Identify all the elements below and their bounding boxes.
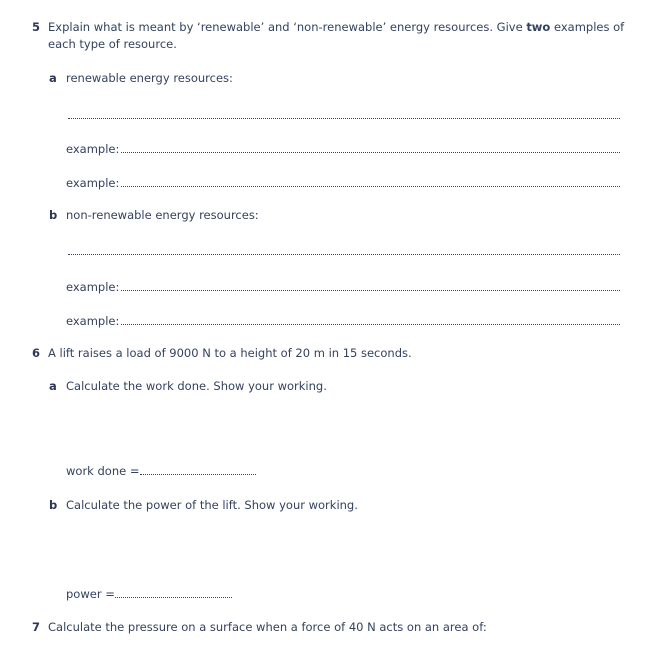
question-5-text-line1	[48, 20, 624, 34]
example-label: example:	[66, 280, 120, 294]
part-b-text: non-renewable energy resources:	[66, 208, 259, 222]
example-label: example:	[66, 314, 120, 328]
work-done-label: work done =	[66, 464, 140, 478]
part-b-letter: b	[49, 208, 58, 222]
question-5-bold-word: two	[526, 20, 551, 34]
work-done-answer-line[interactable]	[140, 474, 256, 475]
example-label: example:	[66, 142, 120, 156]
example-label: example:	[66, 176, 120, 190]
question-5-text-part: examples of	[550, 20, 625, 34]
part-a-text: Calculate the work done. Show your working.	[66, 379, 327, 393]
question-number-5: 5	[32, 20, 41, 34]
question-5-text-line2: each type of resource.	[48, 37, 177, 51]
question-6-text: A lift raises a load of 9000 N to a height of 20 m in 15 seconds.	[48, 346, 412, 360]
question-number-7: 7	[32, 620, 41, 634]
question-7-text: Calculate the pressure on a surface when a force of 40 N acts on an area of:	[48, 620, 487, 634]
power-label: power =	[66, 587, 115, 601]
answer-line-renewable-example-2[interactable]	[121, 186, 620, 187]
answer-line-nonrenewable-definition[interactable]	[68, 254, 620, 255]
question-number-6: 6	[32, 346, 41, 360]
part-a-text: renewable energy resources:	[66, 71, 233, 85]
part-a-letter: a	[49, 379, 57, 393]
power-answer-line[interactable]	[115, 597, 232, 598]
answer-line-renewable-example-1[interactable]	[121, 152, 620, 153]
answer-line-nonrenewable-example-2[interactable]	[121, 324, 620, 325]
part-b-letter: b	[49, 498, 58, 512]
part-b-text: Calculate the power of the lift. Show your working.	[66, 498, 358, 512]
part-a-letter: a	[49, 71, 57, 85]
answer-line-renewable-definition[interactable]	[68, 118, 620, 119]
answer-line-nonrenewable-example-1[interactable]	[121, 290, 620, 291]
question-5-text-part: Explain what is meant by ‘renewable’ and ‘non-renewable’ energy resources. Give	[48, 20, 527, 34]
